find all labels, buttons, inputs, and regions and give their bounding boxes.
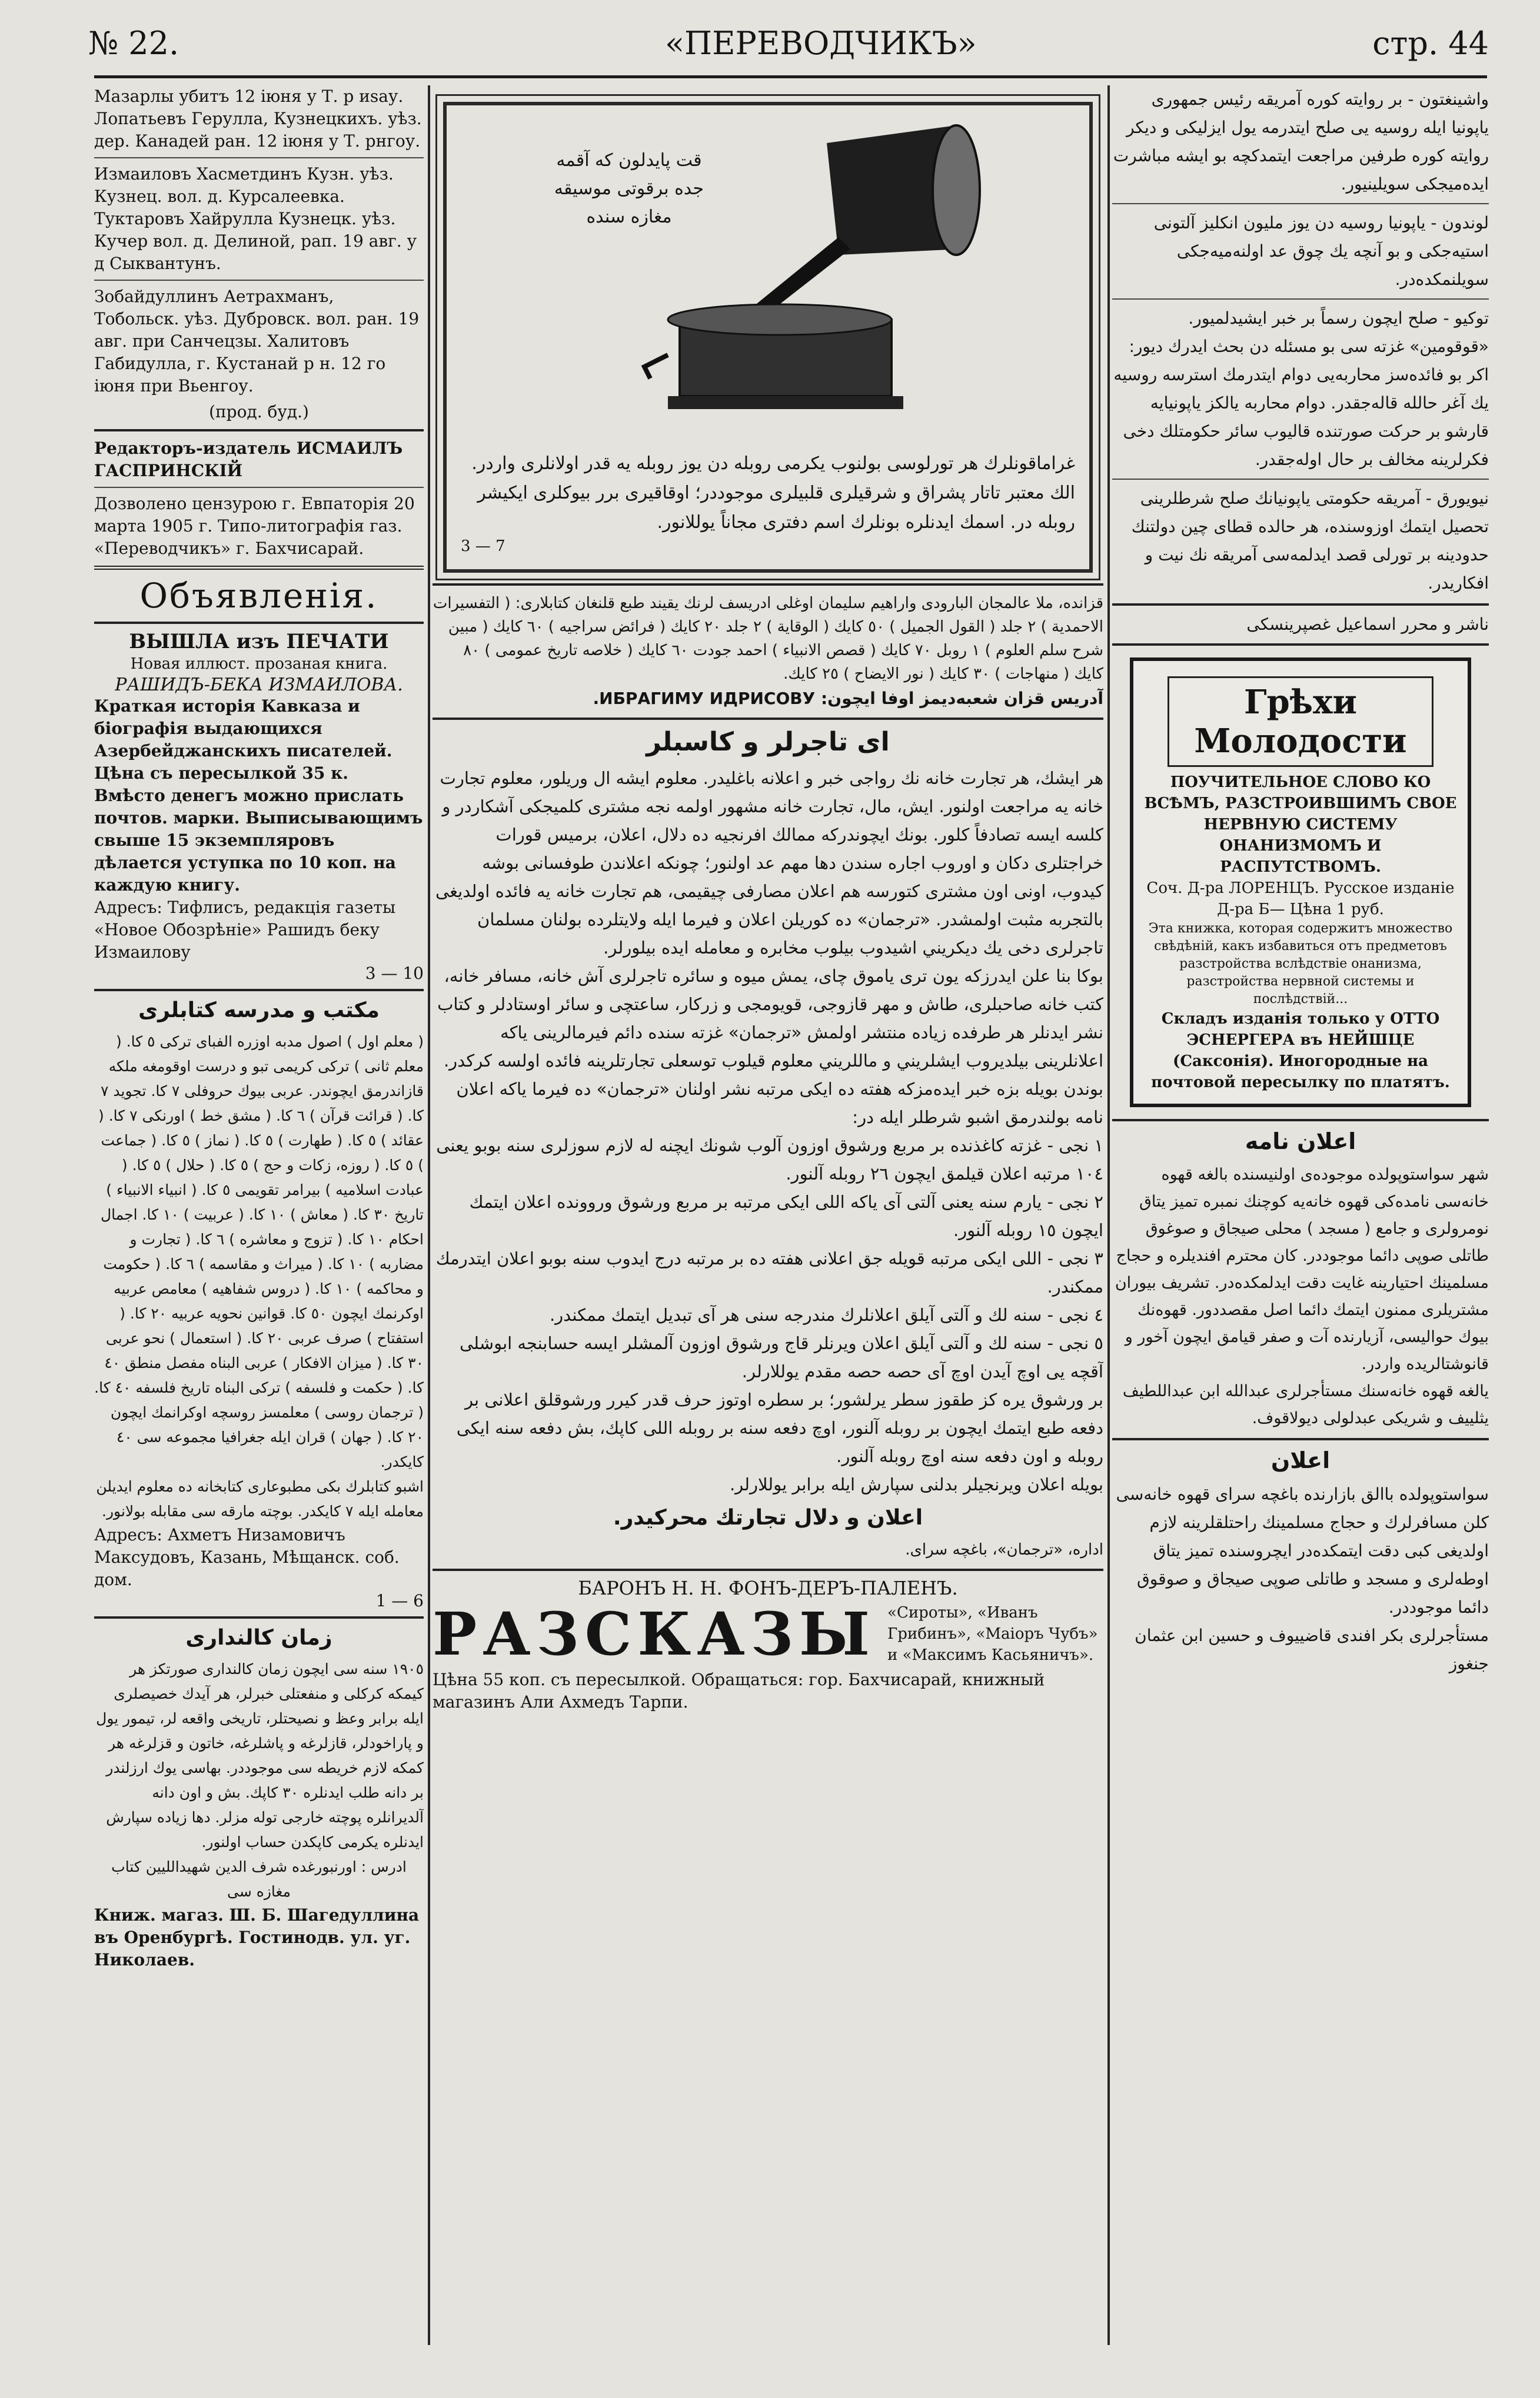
ilan-heading: اعلان نامه	[1245, 1128, 1356, 1154]
divider	[94, 989, 424, 991]
gramophone-record	[668, 304, 892, 335]
left-column	[94, 85, 424, 2345]
merchants-signature: اداره، «ترجمان»، باغچه سراى.	[905, 1541, 1103, 1559]
razskazy-title: РАЗСКАЗЫ	[433, 1599, 876, 1669]
ad-issue-range: 1 — 6	[375, 1591, 424, 1610]
divider	[94, 1616, 424, 1619]
merchants-slogan: اعلان و دلال تجارتك محركيدر.	[613, 1506, 923, 1530]
condition-3: ٣ نجى - اللى ايكى مرتبه قويله جق اعلانى هفته ده بر مرتبه درج ايدوب سنه بوبو اعلان ايتدرمك ممكندر.	[435, 1248, 1103, 1297]
telegram-washington: واشينغتون - بر روايته كوره آمريقه رئيس جمهورى ياپونيا ايله روسيه يى صلح ايتدرمه يول ايزليكى و ديكر روايته كوره طرفين مراجعت ايتمدكچه بو ايشه مباشرت ايده‌ميجكى سويلينيور.	[1113, 89, 1489, 194]
gramophone-caption: قت پايدلون كه آقمه جده برقوتى موسيقه مغازه سنده	[554, 150, 704, 227]
condition-4: ٤ نجى - سنه لك و آلتى آيلق اعلانلرك مندرجه سنى هر آى تبديل ايتمك ممكندر.	[549, 1305, 1103, 1325]
published-heading: ВЫШЛА изъ ПЕЧАТИ	[129, 630, 389, 653]
divider	[1112, 479, 1489, 480]
divider	[1112, 1438, 1489, 1440]
calendar-heading: زمان كالندارى	[185, 1626, 332, 1650]
ilan2-heading: اعلان	[1270, 1447, 1331, 1473]
ad-issue-range: 3 — 10	[365, 964, 424, 983]
grekhi-author: Соч. Д-ра ЛОРЕНЦЪ. Русское изданіе Д-ра Б— Цѣна 1 руб.	[1146, 879, 1455, 918]
divider	[1112, 643, 1489, 646]
merchants-paragraph-2: بوكا بنا علن ايدرزكه يون ترى ياموق چاى، يمش ميوه و سائره تاجرلرى آش خانه، مسافر خانه، كتب خانه صاحبلرى، طاش و مهر قازوجى، قويومجى و زركار، ساعتچى و سائر اوستادلر و كتاب نشر ايدنلر هر طرفده زياده منتشر اولمش «ترجمان» غزته سنده دائم فيرمالرينى ياكه اعلانلرينى بيلديروب ايشلريني و ماللريني معلوم قيلوب توسعلى تجارتلرينه فائده اولسه كركدر.	[437, 966, 1103, 1071]
telegram-newyork: نيويورق - آمريقه حكومتى ياپونيانك صلح شرطلرينى تحصيل ايتمك اوزوسنده، هر حالده قطاى چين دولتنك حدودينه بر تورلى قصد ايدلمه‌سى آمريقه نك نيت و افكاريدر.	[1131, 489, 1489, 593]
ilan2-signature: مستأجرلرى بكر افندى قاضييوف و حسين ابن عثمان جنغوز	[1135, 1626, 1489, 1673]
condition-7: بويله اعلان ويرنجيلر بدلنى سپارش ايله برابر يوللارلر.	[729, 1474, 1103, 1494]
school-books-heading: مكتب و مدرسه كتابلرى	[138, 998, 380, 1022]
casualty-list-1: Мазарлы убитъ 12 іюня у Т. р иsау. Лопатьевъ Геруллa, Кузнецкихъ. уѣз. дер. Канадей ран. 12 іюня у Т. рнгоу.	[94, 87, 422, 151]
casualty-list-3: Зобайдуллинъ Аетрахманъ, Тобольск. уѣз. Дубровск. вол. ран. 19 авг. при Санчецзы. Халитовъ Габидулла, г. Кустанай р н. 12 го іюня при Вьенгоу.	[94, 287, 420, 396]
divider	[94, 157, 424, 158]
divider	[1112, 203, 1489, 204]
newspaper-name: «ПЕРЕВОДЧИКЪ»	[665, 25, 977, 62]
right-column	[1112, 85, 1489, 2345]
publisher-line: ناشر و محرر اسماعيل غصپرينسكى	[1246, 615, 1489, 634]
condition-1: ١ نجى - غزته كاغذنده بر مربع ورشوق اوزون آلوب شونك ايچنه له لازم سوزلرى سنه بوبو يعنى ١٠٤ مرتبه اعلان قيلمق ايچون ٢٦ روبله آلنور.	[436, 1135, 1103, 1184]
grekhi-ad	[1130, 657, 1471, 1107]
grekhi-title: Грѣхи Молодости	[1168, 676, 1433, 767]
grekhi-subtitle: ПОУЧИТЕЛЬНОЕ СЛОВО КО ВСѢМЪ, РАЗСТРОИВШИМЪ СВОЕ НЕРВНУЮ СИСТЕМУ ОНАНИЗМОМЪ И РАСПУТСТВОМЪ.	[1144, 773, 1457, 876]
divider	[433, 1569, 1103, 1571]
school-address: Адресъ: Ахметъ Низамовичъ Максудовъ, Казань, Мѣщанск. соб. дом.	[94, 1525, 400, 1589]
condition-5: ٥ نجى - سنه لك و آلتى آيلق اعلان ويرنلر قاج ورشوق اوزون آلمشلر ايسه حسابنجه ابوشلى آقچه يى اوچ آيدن اوچ آى حصه حصه مقدم يوللارلر.	[460, 1333, 1103, 1381]
book-description: Краткая исторія Кавказа и біографія выдающихся Азербейджанскихъ писателей. Цѣна съ пересылкой 35 к. Вмѣсто денегъ можно прислать почтов. марки. Выписывающимъ свыше 15 экземпляровъ дѣлается уступка по 10 коп. на каждую книгу.	[94, 696, 423, 895]
book-address: Адресъ: Тифлисъ, редакція газеты «Новое Обозрѣніе» Рашидъ беку Измаилову	[94, 898, 396, 962]
issue-number: № 22.	[88, 25, 179, 62]
horn-mouth	[933, 125, 980, 255]
razskazy-price: Цѣна 55 коп. съ пересылкой. Обращаться: гор. Бахчисарай, книжный магазинъ Али Ахмедъ Тарпи.	[433, 1670, 1045, 1712]
to-be-continued: (прод. буд.)	[209, 402, 309, 421]
condition-2: ٢ نجى - يارم سنه يعنى آلتى آى ياكه اللى ايكى مرتبه بر مربع ورشوق وروونده اعلان ايتمك ايچون ١٥ روبله آلنور.	[469, 1192, 1103, 1240]
calendar-address-ru: Книж. магаз. Ш. Б. Шагедуллина въ Оренбургѣ. Гостинодв. ул. уг. Николаев.	[94, 1905, 420, 1969]
grekhi-description: Эта книжка, которая содержитъ множество свѣдѣній, какъ избавиться отъ предметовъ разстройства вслѣдствіе онанизма, разстройства нервной системы и послѣдствій...	[1148, 921, 1453, 1007]
condition-6: بر ورشوق يره كز طقوز سطر يرلشور؛ بر سطره اوتوز حرف قدر كيرر ورشوقلق اعلانى بر دفعه طبع ايتمك ايچون بر روبله آلنور، اوچ دفعه سنه بر روبله اللى كاپك، بش دفعه سنه ايكى روبله و اون دفعه سنه اوچ روبله آلنور.	[456, 1390, 1103, 1466]
center-column	[433, 85, 1103, 2345]
calendar-address: ادرس : اورنبورغده شرف الدين شهيدالليين كتاب مغازه سى	[111, 1858, 407, 1900]
telegram-london: لوندون - ياپونيا روسيه دن يوز مليون انكليز آلتونى استيه‌جكى و بو آنچه يك چوق عد اولنه‌ميه‌جكى سويلنمكده‌در.	[1153, 213, 1489, 289]
page-header	[88, 25, 1489, 66]
razskazy-stories: «Сироты», «Иванъ Грибинъ», «Маіоръ Чубъ» и «Максимъ Касьяничъ».	[887, 1604, 1098, 1664]
page-number: стр. 44	[1372, 25, 1489, 62]
ads-heading: Объявленія.	[139, 576, 378, 616]
book-author: РАШИДЪ-БЕКА ИЗМАИЛОВА.	[115, 675, 403, 695]
merchants-paragraph-3: بوندن بويله بزه خبر ايده‌مزكه هفته ده ايكى مرتبه نشر اولنان «ترجمان» ده فيرما ياكه اعلان نامه بولندرمق اشبو شرطلر ايله در:	[456, 1079, 1103, 1127]
divider	[94, 622, 424, 624]
column-divider	[428, 85, 430, 2345]
school-books-text: ( معلم اول ) اصول مدبه اوزره الفباى تركى ٥ كا. ( معلم ثانى ) تركى كريمى تبو و درست اوقومغه ملكه قازاندرمق ايچوندر. عربى بيوك حروفلى ٧ كا. تجويد ٧ كا. ( قرائت قرآن ) ٦ كا. ( مشق خط ) اورنكى ٧ كا. ( عقائد ) ٥ كا. ( طهارت ) ٥ كا. ( نماز ) ٥ كا. ( جماعت ) ٥ كا. ( روزه، زكات و حج ) ٥ كا. ( حلال ) ٥ كا. ( عبادت اسلاميه ) بيرامر تقويمى ٥ كا. ( انبياء الانبياء ) تاريخ ٣٠ كا. ( معاش ) ١٠ كا. ( عربيت ) ١٠ كا. اجمال احكام ١٠ كا. ( تزوج و معاشره ) ٦ كا. ( تجارت و مضاربه ) ١٠ كا. ( ميراث و مقاسمه ) ٦ كا. ( حكومت و محاكمه ) ١٠ كا. ( دروس شفاهيه ) معامص عربيه اوكرنمك ايچون ٥٠ كا. قوانين نحويه عربيه ٢٠ كا. ( استفتاح ) صرف عربى ٢٠ كا. ( استعمال ) نحو عربى ٣٠ كا. ( ميزان الافكار ) عربى البناه مفصل منطق ٤٠ كا. ( حكمت و فلسفه ) تركى البناه تاريخ فلسفه ٤٠ كا. ( ترجمان روسى ) معلمسز روسچه اوكرانمك ايچون ٢٠ كا. ( جهان ) قران ايله جغرافيا مجموعه سى ٤٠ كايكدر.	[94, 1033, 424, 1470]
ilan-signature: يالغه قهوه خانه‌سنك مستأجرلرى عبدالله ابن عبداللطيف يثلييف و شريكى عبدلولى ديولاقوف.	[1122, 1382, 1489, 1427]
crank-handle	[644, 355, 668, 378]
razskazy-ad	[433, 1599, 1103, 1669]
ad-issue-range: 3 — 7	[461, 537, 505, 555]
grekhi-store: Складъ изданія только у ОТТО ЭСНЕРГЕРА въ НЕЙШЦЕ (Саксонія). Иногородные на почтовой пересылку по платятъ.	[1151, 1010, 1450, 1091]
editor-line: Редакторъ-издатель ИСМАИЛЪ ГАСПРИНСКІЙ	[94, 439, 403, 480]
books-list: قزانده، ملا عالمجان البارودى واراهيم سليمان اوغلى ادريسف لرنك يقيند طبع قلنغان كتابلارى: ( التفسيرات الاحمدية ) ٢ جلد ( القول الجميل ) ٥٠ كايك ( الوقاية ) ٢ جلد ٢٠ كايك ( فرائض سراجيه ) ٦٠ كايك ( مبين شرح سلم العلوم ) ١ روبل ٧٠ كايك ( قصص الانبياء ) احمد جودت ٦٠ كايك ( خلاصه تاريخ عمومى ) ٨٠ كايك ( منهاجات ) ٣٠ كايك ( نور الايضاح ) ٢٥ كايك.	[433, 594, 1103, 683]
baron-author: БАРОНЪ Н. Н. ФОНЪ-ДЕРЪ-ПАЛЕНЪ.	[578, 1577, 958, 1599]
divider	[94, 280, 424, 281]
merchants-paragraph-1: هر ايشك، هر تجارت خانه نك رواجى خبر و اعلانه باغليدر. معلوم ايشه ال وريلور، معلوم تجارت خانه يه مراجعت اولنور. ايش، مال، تجارت خانه مشهور اولمه نجه مشترى كلميجكى آشكاردر و كلسه ايسه تصادفاً كلور. بونك ايچوندركه ممالك افرنجيه ده دلال، اعلان، برميس قورات خراجتلرى دكان و اوروب اجاره سندن دها مهم عد اولنور؛ چونكه اعلاندن طوفسانى بوشه كيدوب، اونى اون مشترى كتورسه هم اعلان مصارفى چيقيمى، هم تجارت خانه يه فائده اولديغى بالتجربه مثبت اولمشدر. «ترجمان» ده كوريلن اعلان و فيرما ايله ولايتلرده بولنان مسلمان تاجرلرى دخى يك ديكريني اشيدوب بيلوب مخابره و معامله ايده بيلورلر.	[435, 768, 1103, 958]
casualty-list-2: Измаиловъ Хасметдинъ Кузн. уѣз. Кузнец. вол. д. Курсалеевка. Туктаровъ Хайрулла Кузнецк. уѣз. Кучер вол. д. Делиной, рап. 19 авг. у д Сыквантунъ.	[94, 164, 417, 273]
divider	[1112, 603, 1489, 606]
merchants-heading: اى تاجرلر و كاسبلر	[646, 727, 890, 757]
ilan-text: شهر سواستوپولده موجوده‌ى اولنيسنده بالغه قهوه خانه‌سى نامده‌كى قهوه خانه‌يه كوچنك نمبره تميز يتاق نومرولرى و جامع ( مسجد ) محلى صيجاق و صوغوق طاتلى صوپى دائما موجوددر. كان محترم افنديلره و حجاج مسلمينك احتيارينه غايت دقت ايدلمكده‌در. تشريف بيوران مشتريلرى ممنون ايتمك دائما اصل مقصد‌دور. قهوه‌نك بيوك حواليسى، آزيارنده آت و صفر قيامق ايچون آخور و قانوشتالريده واردر.	[1115, 1165, 1489, 1373]
gramophone-base	[668, 396, 903, 409]
telegram-tokyo: توكيو - صلح ايچون رسماً بر خبر ايشيدلميور. «قوقومين» غزته سى بو مسئله دن بحث ايدرك ديور: اكر بو فائده‌سز محاربه‌يى دوام ايتدرمك استرسه روسيه يك آغر حالله قاله‌جقدر. دوام محاربه يالكز ياپونيايه قارشو بر حركت صورتنده قاليوب سائر حكومتلك دخى فكرلرينه مخالف بر حال اوله‌جقدر.	[1113, 308, 1489, 469]
divider	[1112, 298, 1489, 300]
header-rule	[94, 75, 1487, 78]
gramophone-text: غراماقونلرك هر تورلوسى بولنوب يكرمى روبله دن يوز روبله يه قدر اولانلرى واردر. الك معتبر تاتار پشراق و شرقيلرى قلبيلرى موجوددر؛ اوقاقيرى برر بيوكلرى ايكيشر روبله در. اسمك ايدنلره بونلرك اسم دفترى مجاناً يوللانور.	[471, 453, 1075, 533]
column-divider	[1107, 85, 1110, 2345]
censor-line: Дозволено цензурою г. Евпаторія 20 марта 1905 г. Типо-литографія газ. «Переводчикъ» г. Бахчисарай.	[94, 494, 415, 558]
divider	[94, 566, 424, 570]
calendar-text: ١٩٠٥ سنه سى ايچون زمان كالندارى صورتكز هر كيمكه كركلى و منفعتلى خبرلر، هر آيدك خصيصلرى ايله برابر وعظ و نصيحتلر، تاريخى واقعه لر، تيمور يول و پاراخودلر، قازلرغه و پاشلرغه، خاتون و قزلرغه هر كمكه لازم خريطه سى موجوددر. بهاسى يوك ارزلندر بر دانه طلب ايدنلره ٣٠ كاپك. بش و اون دانه آلديرانلره پوچته خارجى توله مزلر. دها زياده سپارش ايدنلره يكرمى كاپكدن حساب اولنور.	[96, 1660, 424, 1851]
gramophone-ad	[443, 102, 1093, 573]
divider	[433, 583, 1103, 586]
book-subtitle: Новая иллюст. прозаная книга.	[130, 655, 388, 673]
divider	[1112, 1119, 1489, 1121]
books-address: آدريس قزان شعبه‌ديمز اوفا ايچون: ИБРАГИМУ ИДРИСОВУ.	[593, 689, 1103, 708]
divider	[94, 429, 424, 431]
divider	[433, 718, 1103, 720]
school-books-note: اشبو كتابلرك بكى مطبوعارى كتابخانه ده معلوم ايديلن معامله ايله ٧ كايكدر. بوچته مارقه سى مقابله بولانور.	[96, 1478, 424, 1520]
divider	[94, 487, 424, 488]
ilan2-text: سواستوپولده باالق بازارنده باغچه سراى قهوه خانه‌سى كلن مسافرلرك و حجاج مسلمينك راحتلقلرينه لازم اولديغى كبى دقت ايتمكده‌در ايچرو‌سنده تميز يتاق اوطه‌لرى و مسجد و طاتلى صوپى صيجاق و صوقوق دائما موجوددر.	[1116, 1484, 1489, 1617]
